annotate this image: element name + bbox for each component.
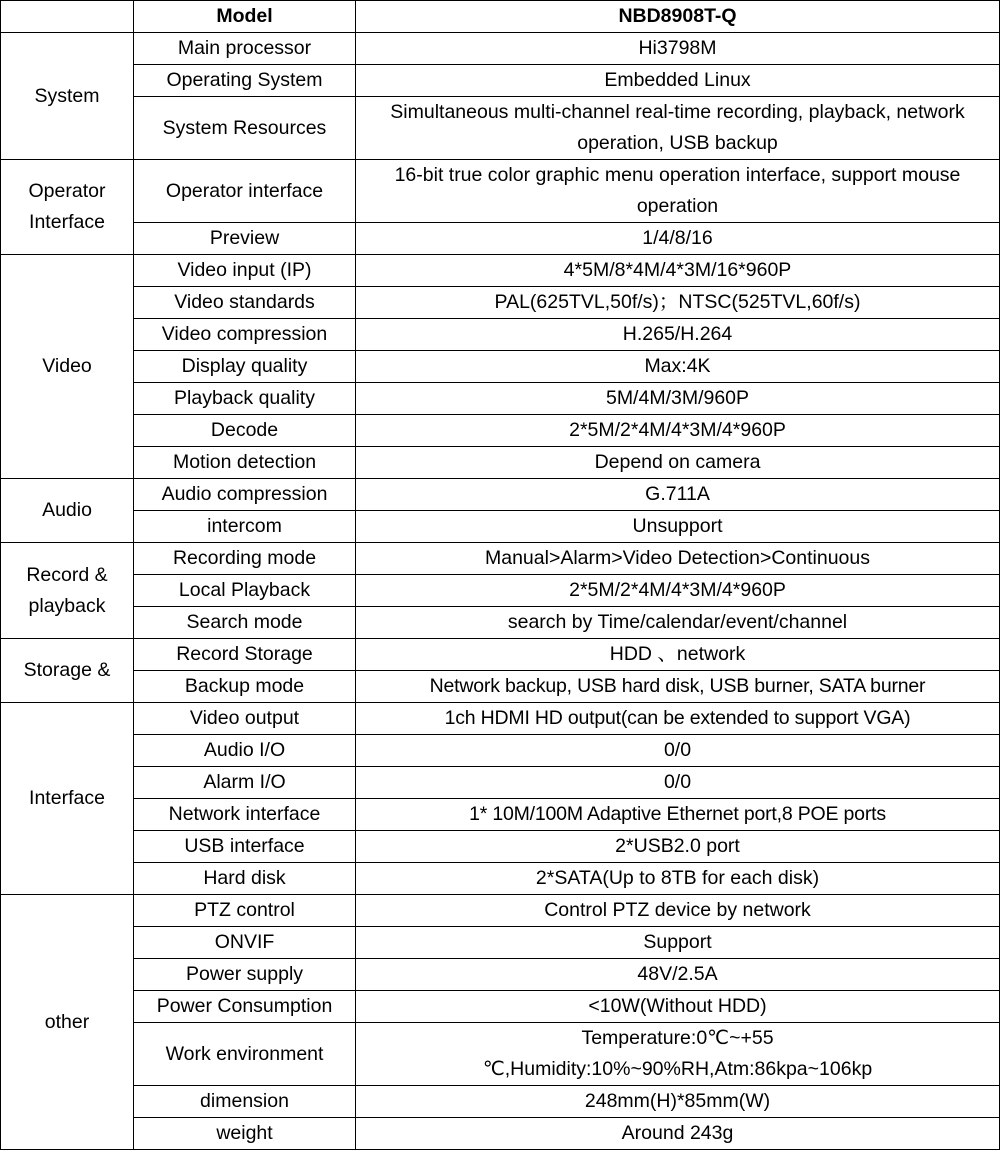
table-row [1, 255, 1000, 287]
spec-name: Video compression [134, 319, 356, 351]
group-storage: Storage & [1, 639, 134, 703]
model-value: NBD8908T-Q [356, 1, 1000, 33]
spec-value: 4*5M/8*4M/4*3M/16*960P [356, 255, 1000, 287]
spec-name: Power supply [134, 959, 356, 991]
group-other: other [1, 895, 134, 1150]
group-video: Video [1, 255, 134, 479]
spec-name: Display quality [134, 351, 356, 383]
spec-value: 2*5M/2*4M/4*3M/4*960P [356, 415, 1000, 447]
spec-name: USB interface [134, 831, 356, 863]
group-label-line: playback [28, 594, 106, 617]
spec-name: Video output [134, 703, 356, 735]
spec-name: Audio compression [134, 479, 356, 511]
spec-value: PAL(625TVL,50f/s)；NTSC(525TVL,60f/s) [356, 287, 1000, 319]
table-row [1, 639, 1000, 671]
spec-value: G.711A [356, 479, 1000, 511]
spec-value: Around 243g [356, 1118, 1000, 1150]
table-row [1, 65, 1000, 97]
spec-value: 16-bit true color graphic menu operation interface, support mouse operation [356, 160, 1000, 223]
spec-value: Depend on camera [356, 447, 1000, 479]
spec-name: Network interface [134, 799, 356, 831]
spec-name: Work environment [134, 1023, 356, 1086]
table-row [1, 33, 1000, 65]
table-row [1, 479, 1000, 511]
spec-value: Simultaneous multi-channel real-time recording, playback, network operation, USB backup [356, 97, 1000, 160]
spec-name: dimension [134, 1086, 356, 1118]
spec-name: weight [134, 1118, 356, 1150]
spec-value-line: Temperature:0℃~+55 [581, 1027, 774, 1049]
spec-name: Recording mode [134, 543, 356, 575]
spec-value: 5M/4M/3M/960P [356, 383, 1000, 415]
table-row [1, 1086, 1000, 1118]
spec-name: Search mode [134, 607, 356, 639]
spec-name: System Resources [134, 97, 356, 160]
spec-name: Backup mode [134, 671, 356, 703]
header-blank-cell [1, 1, 134, 33]
group-system: System [1, 33, 134, 160]
table-row [1, 351, 1000, 383]
table-row [1, 895, 1000, 927]
spec-name: Power Consumption [134, 991, 356, 1023]
group-record-playback [1, 543, 134, 639]
spec-name: intercom [134, 511, 356, 543]
spec-value: 1* 10M/100M Adaptive Ethernet port,8 POE ports [356, 799, 1000, 831]
spec-value: Manual>Alarm>Video Detection>Continuous [356, 543, 1000, 575]
spec-value: Unsupport [356, 511, 1000, 543]
spec-value: 0/0 [356, 767, 1000, 799]
table-row [1, 799, 1000, 831]
group-interface: Interface [1, 703, 134, 895]
spec-value: Control PTZ device by network [356, 895, 1000, 927]
table-row [1, 863, 1000, 895]
spec-name: Record Storage [134, 639, 356, 671]
spec-value: search by Time/calendar/event/channel [356, 607, 1000, 639]
spec-value: 2*USB2.0 port [356, 831, 1000, 863]
table-row [1, 671, 1000, 703]
spec-value: Embedded Linux [356, 65, 1000, 97]
spec-value: 48V/2.5A [356, 959, 1000, 991]
spec-value: 1/4/8/16 [356, 223, 1000, 255]
group-audio: Audio [1, 479, 134, 543]
spec-name: Operating System [134, 65, 356, 97]
table-row [1, 287, 1000, 319]
table-row [1, 703, 1000, 735]
table-row [1, 575, 1000, 607]
group-label-line: Interface [29, 211, 105, 233]
spec-name: ONVIF [134, 927, 356, 959]
table-row [1, 735, 1000, 767]
spec-value-line: ℃,Humidity:10%~90%RH,Atm:86kpa~106kp [482, 1058, 873, 1080]
table-row [1, 447, 1000, 479]
spec-value: 248mm(H)*85mm(W) [356, 1086, 1000, 1118]
header-row [1, 1, 1000, 33]
table-row [1, 959, 1000, 991]
group-operator-interface [1, 160, 134, 255]
group-label-line: Record & [26, 563, 108, 586]
table-row [1, 511, 1000, 543]
table-row [1, 223, 1000, 255]
spec-value: Network backup, USB hard disk, USB burner, SATA burner [356, 671, 1000, 703]
spec-name: Main processor [134, 33, 356, 65]
spec-value: 2*SATA(Up to 8TB for each disk) [356, 863, 1000, 895]
spec-value: Hi3798M [356, 33, 1000, 65]
spec-name: Operator interface [134, 160, 356, 223]
spec-name: Preview [134, 223, 356, 255]
spec-name: Video input (IP) [134, 255, 356, 287]
spec-value: HDD 、network [356, 639, 1000, 671]
spec-name: Motion detection [134, 447, 356, 479]
spec-name: Hard disk [134, 863, 356, 895]
spec-value: 2*5M/2*4M/4*3M/4*960P [356, 575, 1000, 607]
spec-value: Max:4K [356, 351, 1000, 383]
table-row [1, 767, 1000, 799]
spec-value: <10W(Without HDD) [356, 991, 1000, 1023]
spec-value [356, 1023, 1000, 1086]
table-row [1, 1023, 1000, 1086]
spec-value: H.265/H.264 [356, 319, 1000, 351]
spec-value: Support [356, 927, 1000, 959]
spec-name: Audio I/O [134, 735, 356, 767]
table-row [1, 927, 1000, 959]
spec-name: Decode [134, 415, 356, 447]
spec-value: 0/0 [356, 735, 1000, 767]
table-row [1, 415, 1000, 447]
table-row [1, 319, 1000, 351]
group-label-line: Operator [28, 180, 106, 202]
table-row [1, 97, 1000, 160]
table-row [1, 607, 1000, 639]
table-row [1, 543, 1000, 575]
spec-name: Video standards [134, 287, 356, 319]
table-row [1, 991, 1000, 1023]
table-row [1, 1118, 1000, 1150]
spec-name: PTZ control [134, 895, 356, 927]
spec-name: Alarm I/O [134, 767, 356, 799]
table-row [1, 160, 1000, 223]
model-label: Model [134, 1, 356, 33]
spec-value: 1ch HDMI HD output(can be extended to support VGA) [356, 703, 1000, 735]
spec-name: Playback quality [134, 383, 356, 415]
table-row [1, 831, 1000, 863]
spec-name: Local Playback [134, 575, 356, 607]
table-row [1, 383, 1000, 415]
